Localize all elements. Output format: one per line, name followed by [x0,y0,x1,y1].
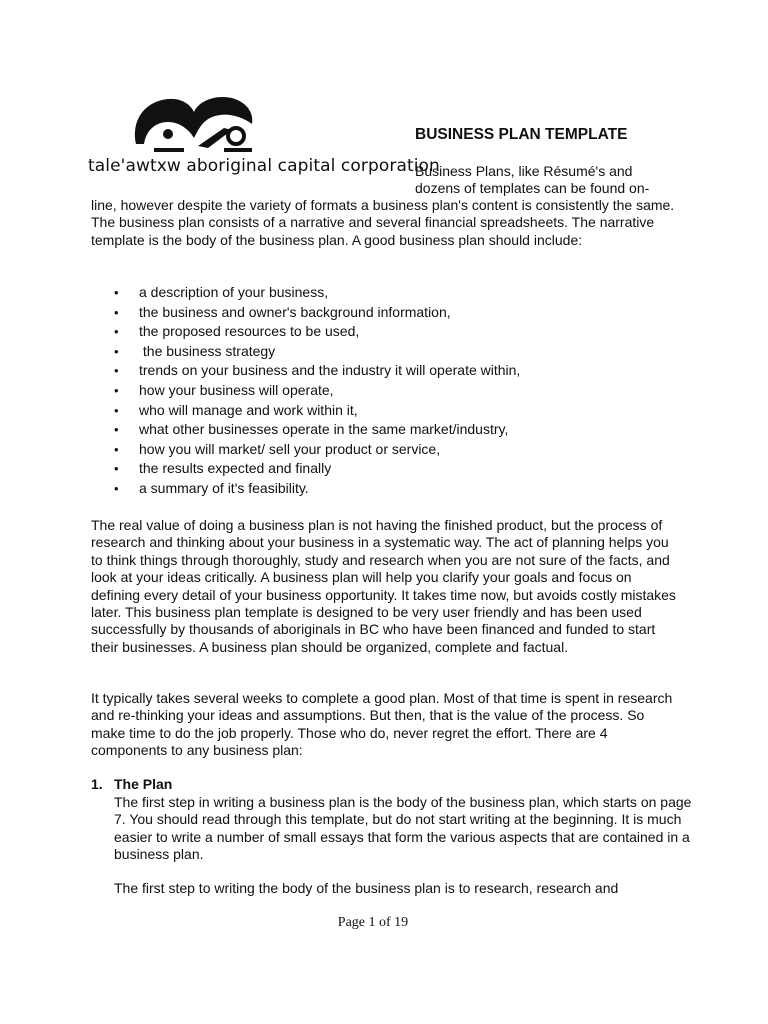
list-item: • what other businesses operate in the same market/industry, [112,420,520,440]
list-item: • a summary of it's feasibility. [112,479,520,499]
bullet-icon: • [114,343,119,359]
org-name: tale'awtxw aboriginal capital corporation [88,156,440,176]
section-number: 1. [91,776,103,792]
list-item: • trends on your business and the industry it will operate within, [112,361,520,381]
bullet-icon: • [114,285,119,300]
section-title: The Plan [114,776,173,792]
list-item: • a description of your business, [112,283,520,303]
plan-paragraph-2: The first step to writing the body of the business plan is to research, research and [114,880,619,896]
plan-contents-list [112,283,520,499]
bullet-icon: • [114,461,119,477]
raven-logo-icon [128,92,258,154]
bullet-icon: • [114,441,119,457]
list-item: • who will manage and work within it, [112,401,520,421]
bullet-icon: • [114,324,119,340]
bullet-icon: • [114,363,119,379]
list-item: • the business strategy [112,342,520,362]
bullet-icon: • [114,304,119,320]
plan-paragraph-1: The first step in writing a business plan is the body of the business plan, which starts on page 7. You should read through this template, but do not start writing at the beginning. It is much easier to write a number of small essays that form the various aspects that are contained in a business plan. [114,794,692,863]
org-logo-block [88,92,440,187]
list-item: • how your business will operate, [112,381,520,401]
bullet-icon: • [114,422,119,438]
list-item: • how you will market/ sell your product or service, [112,440,520,460]
bullet-icon: • [114,402,119,418]
value-paragraph: The real value of doing a business plan is not having the finished product, but the process of research and thinking about your business in a systematic way. The act of planning helps you to think things through thoroughly, study and research when you are not sure of the facts, and look at your ideas critically. A business plan will help you clarify your goals and focus on defining every detail of your business opportunity. It takes time now, but avoids costly mistakes later. This business plan template is designed to be very user friendly and has been used successfully by thousands of aboriginals in BC who have been financed and funded to start their businesses. A business plan should be organized, complete and factual. [91,517,676,655]
section-heading-the-plan [91,776,172,792]
list-item: • the business and owner's background information, [112,303,520,323]
bullet-icon: • [114,382,119,398]
time-paragraph: It typically takes several weeks to complete a good plan. Most of that time is spent in research and re-thinking your ideas and assumptions. But then, that is the value of the process. So make time to do the job properly. Those who do, never regret the effort. There are 4 components to any business plan: [91,690,673,759]
list-item: • the proposed resources to be used, [112,322,520,342]
intro-paragraph-start: Business Plans, like Résumé's and dozens of templates can be found on- [415,163,650,197]
page-number: Page 1 of 19 [337,915,409,930]
document-title: BUSINESS PLAN TEMPLATE [415,126,628,143]
intro-paragraph-continued: line, however despite the variety of formats a business plan's content is consistently the same. The business plan consists of a narrative and several financial spreadsheets. The narrative template is the body of the business plan. A good business plan should include: [91,197,675,248]
list-item: • the results expected and finally [112,459,520,479]
bullet-icon: • [114,480,119,496]
